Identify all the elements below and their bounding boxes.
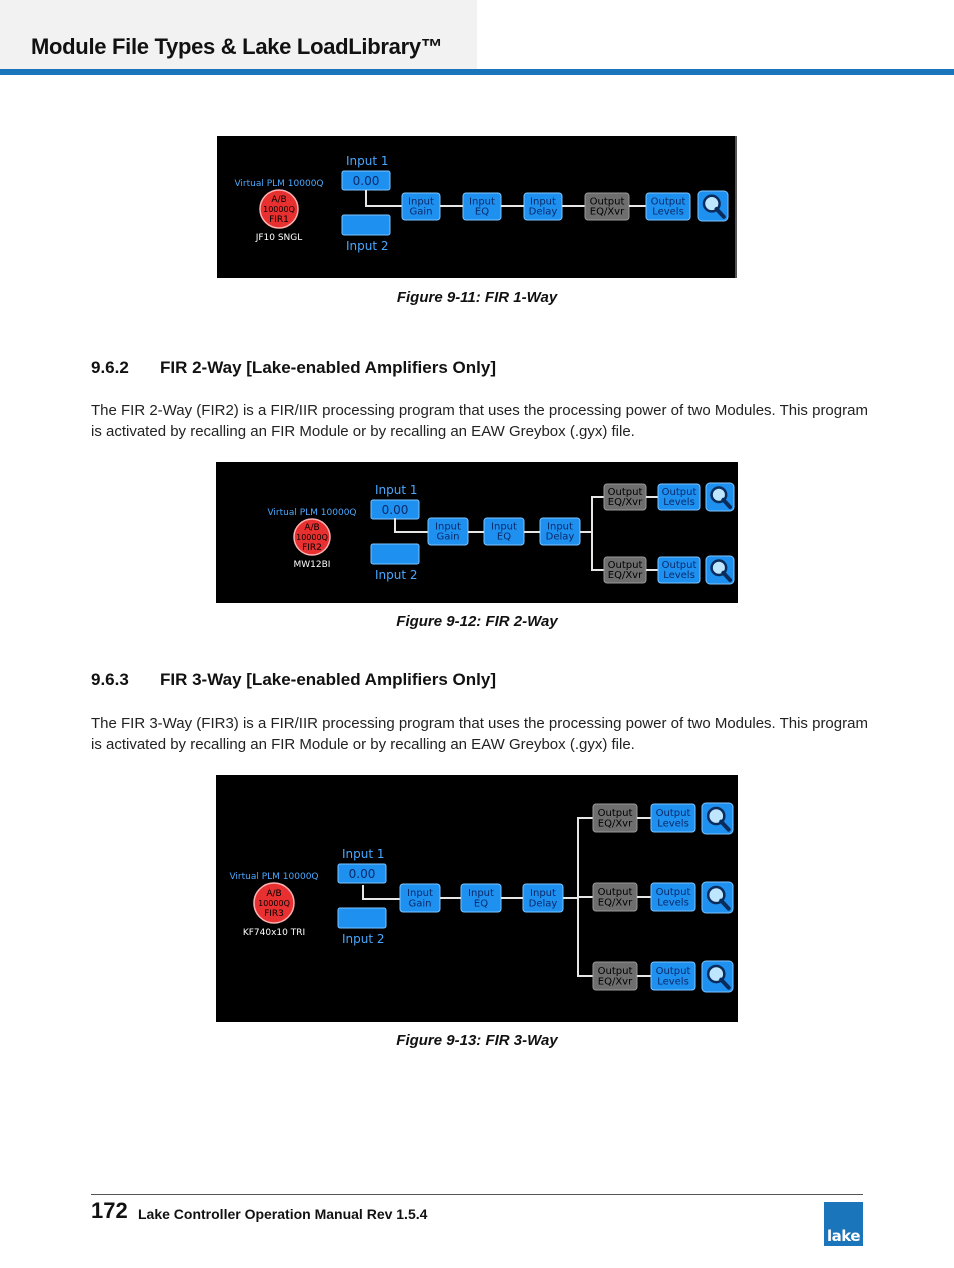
input-2-label: Input 2 <box>342 932 385 946</box>
lake-logo-text: lake <box>827 1227 861 1245</box>
device-label: Virtual PLM 10000Q <box>234 179 324 189</box>
output-levels-block-1-label-1: Output <box>661 486 697 498</box>
input-block-3-label-1: Input <box>530 196 556 208</box>
module-name: MW12BI <box>293 560 331 570</box>
output-eq-block-label-2: EQ/Xvr <box>589 206 625 218</box>
badge-line-2: 10000Q <box>263 205 295 214</box>
section-body: The FIR 2-Way (FIR2) is a FIR/IIR processing program that uses the processing power of two Modules. This program is activated by recalling an FIR Module or by recalling an EAW Greybox (.gyx) file. <box>91 402 868 440</box>
badge-line-1: A/B <box>266 889 282 899</box>
input-block-2-label-1: Input <box>469 196 495 208</box>
input-block-2-label-2: EQ <box>496 531 512 543</box>
footer-rule <box>91 1194 863 1195</box>
input-block-3-label-2: Delay <box>528 206 558 218</box>
output-eq-block-2-label-1: Output <box>597 886 633 898</box>
figure-caption: Figure 9-11: FIR 1-Way <box>396 289 558 306</box>
figure-edge <box>735 136 737 278</box>
badge-line-3: FIR3 <box>264 909 284 919</box>
input-block-1-label-2: Gain <box>436 531 460 543</box>
figure-caption: Figure 9-12: FIR 2-Way <box>396 613 558 630</box>
output-eq-block-label-1: Output <box>589 196 625 208</box>
badge-line-3: FIR2 <box>302 543 322 553</box>
connector <box>592 532 604 570</box>
output-levels-block-1-label-1: Output <box>655 807 691 819</box>
output-eq-block-1-label-1: Output <box>597 807 633 819</box>
input-1-label: Input 1 <box>342 847 385 861</box>
output-eq-block-2-label-2: EQ/Xvr <box>597 897 633 909</box>
input-block-1-label-1: Input <box>435 521 461 533</box>
device-label: Virtual PLM 10000Q <box>267 508 357 518</box>
connector <box>395 518 428 532</box>
badge-line-2: 10000Q <box>296 533 328 542</box>
input-1-label: Input 1 <box>375 483 418 497</box>
section-title: FIR 2-Way [Lake-enabled Amplifiers Only] <box>160 358 496 377</box>
input-block-3-label-1: Input <box>547 521 573 533</box>
output-levels-block-label-2: Levels <box>652 206 684 218</box>
output-levels-block-3-label-1: Output <box>655 965 691 977</box>
output-levels-block-1-label-2: Levels <box>657 818 689 830</box>
input-block-3-label-2: Delay <box>545 531 575 543</box>
input-2-label: Input 2 <box>346 239 389 253</box>
input-2-box <box>342 215 390 235</box>
section-heading <box>91 670 496 690</box>
badge-line-3: FIR1 <box>269 215 289 225</box>
badge-line-1: A/B <box>304 523 320 533</box>
connector <box>363 885 400 899</box>
input-value: 0.00 <box>352 174 380 188</box>
figure-fir-3-way <box>216 775 738 1022</box>
device-label: Virtual PLM 10000Q <box>229 872 319 882</box>
input-1-label: Input 1 <box>346 154 389 168</box>
lake-logo <box>824 1202 863 1246</box>
input-block-2-label-1: Input <box>468 887 494 899</box>
output-levels-block-2-label-2: Levels <box>663 569 695 581</box>
input-block-1-label-1: Input <box>408 196 434 208</box>
output-eq-block-3-label-2: EQ/Xvr <box>597 976 633 988</box>
page-header-title: Module File Types & Lake LoadLibrary™ <box>31 34 443 59</box>
section-title: FIR 3-Way [Lake-enabled Amplifiers Only] <box>160 670 496 689</box>
footer-manual-title: Lake Controller Operation Manual Rev 1.5.4 <box>138 1206 428 1222</box>
figure-fir-2-way <box>216 462 738 603</box>
badge-line-2: 10000Q <box>258 899 290 908</box>
output-levels-block-2-label-2: Levels <box>657 897 689 909</box>
input-value: 0.00 <box>381 503 409 517</box>
figure-fir-1-way <box>217 136 737 278</box>
output-levels-block-1-label-2: Levels <box>663 496 695 508</box>
output-eq-block-2-label-1: Output <box>607 559 643 571</box>
module-name: KF740x10 TRI <box>242 928 306 938</box>
section-body: The FIR 3-Way (FIR3) is a FIR/IIR processing program that uses the processing power of two Modules. This program is activated by recalling an FIR Module or by recalling an EAW Greybox (.gyx) file. <box>91 715 868 753</box>
output-levels-block-2-label-1: Output <box>661 559 697 571</box>
section-number: 9.6.2 <box>91 358 129 377</box>
input-2-box <box>371 544 419 564</box>
header-rule <box>0 69 954 75</box>
output-eq-block-2-label-2: EQ/Xvr <box>607 569 643 581</box>
input-2-label: Input 2 <box>375 568 418 582</box>
output-eq-block-1-label-2: EQ/Xvr <box>607 496 643 508</box>
output-eq-block-1-label-2: EQ/Xvr <box>597 818 633 830</box>
input-2-box <box>338 908 386 928</box>
page-number: 172 <box>91 1198 128 1223</box>
output-eq-block-3-label-1: Output <box>597 965 633 977</box>
module-name: JF10 SNGL <box>255 233 303 243</box>
output-levels-block-2-label-1: Output <box>655 886 691 898</box>
input-block-2-label-2: EQ <box>474 206 490 218</box>
badge-line-1: A/B <box>271 195 287 205</box>
input-block-3-label-1: Input <box>530 887 556 899</box>
output-levels-block-3-label-2: Levels <box>657 976 689 988</box>
output-eq-block-1-label-1: Output <box>607 486 643 498</box>
figure-caption: Figure 9-13: FIR 3-Way <box>396 1032 558 1049</box>
section-heading <box>91 358 496 378</box>
connector <box>580 497 604 532</box>
section-number: 9.6.3 <box>91 670 129 689</box>
input-block-3-label-2: Delay <box>528 898 558 910</box>
input-block-1-label-2: Gain <box>408 898 432 910</box>
input-block-2-label-2: EQ <box>473 898 489 910</box>
connector <box>366 190 402 206</box>
output-levels-block-label-1: Output <box>650 196 686 208</box>
input-value: 0.00 <box>348 867 376 881</box>
input-block-1-label-1: Input <box>407 887 433 899</box>
input-block-1-label-2: Gain <box>409 206 433 218</box>
input-block-2-label-1: Input <box>491 521 517 533</box>
